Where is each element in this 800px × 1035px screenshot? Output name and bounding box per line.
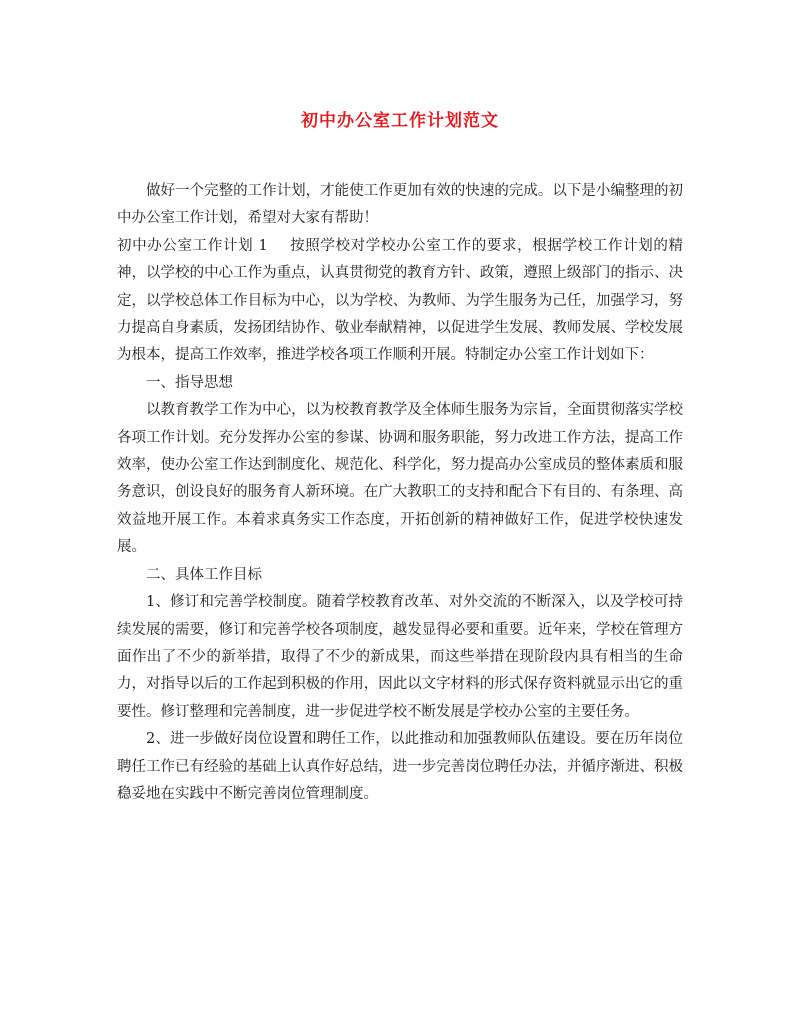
- intro-paragraph: 做好一个完整的工作计划，才能使工作更加有效的快速的完成。以下是小编整理的初中办公室工作计划，希望对大家有帮助！: [117, 183, 683, 227]
- document-body: [117, 178, 683, 808]
- plan-paragraph-text: 按照学校对学校办公室工作的要求，根据学校工作计划的精神，以学校的中心工作为重点，认真贯彻党的教育方针、政策，遵照上级部门的指示、决定，以学校总体工作目标为中心，以为学校、为教师、为学生服务为己任，加强学习，努力提高自身素质，发扬团结协作、敬业奉献精神，以促进学生发展、教师发展、学校发展为根本，提高工作效率，推进学校各项工作顺利开展。特制定办公室工作计划如下：: [117, 237, 683, 364]
- goal-paragraph-1: 1、修订和完善学校制度。随着学校教育改革、对外交流的不断深入，以及学校可持续发展的需要，修订和完善学校各项制度，越发显得必要和重要。近年来，学校在管理方面作出了不少的新举措，取得了不少的新成果，而这些举措在现阶段内具有相当的生命力，对指导以后的工作起到积极的作用，因此以文字材料的形式保存资料就显示出它的重要性。修订整理和完善制度，进一步促进学校不断发展是学校办公室的主要任务。: [117, 594, 683, 720]
- goal-paragraph-2: 2、进一步做好岗位设置和聘任工作，以此推动和加强教师队伍建设。要在历年岗位聘任工作已有经验的基础上认真作好总结，进一步完善岗位聘任办法，并循序渐进、积极稳妥地在实践中不断完善岗位管理制度。: [117, 731, 683, 802]
- section-heading-work-goals: 二、具体工作目标: [146, 566, 262, 583]
- plan-label: 初中办公室工作计划 1: [117, 237, 268, 254]
- document-title: 初中办公室工作计划范文: [301, 111, 499, 131]
- plan-paragraph: [117, 233, 683, 370]
- guiding-thought-paragraph: 以教育教学工作为中心，以为校教育教学及全体师生服务为宗旨，全面贯彻落实学校各项工作计划。充分发挥办公室的参谋、协调和服务职能，努力改进工作方法，提高工作效率，使办公室工作达到制度化、规范化、科学化，努力提高办公室成员的整体素质和服务意识，创设良好的服务育人新环境。在广大教职工的支持和配合下有目的、有条理、高效益地开展工作。本着求真务实工作态度，开拓创新的精神做好工作，促进学校快速发展。: [117, 402, 683, 556]
- section-heading-guiding-thought: 一、指导思想: [146, 374, 233, 391]
